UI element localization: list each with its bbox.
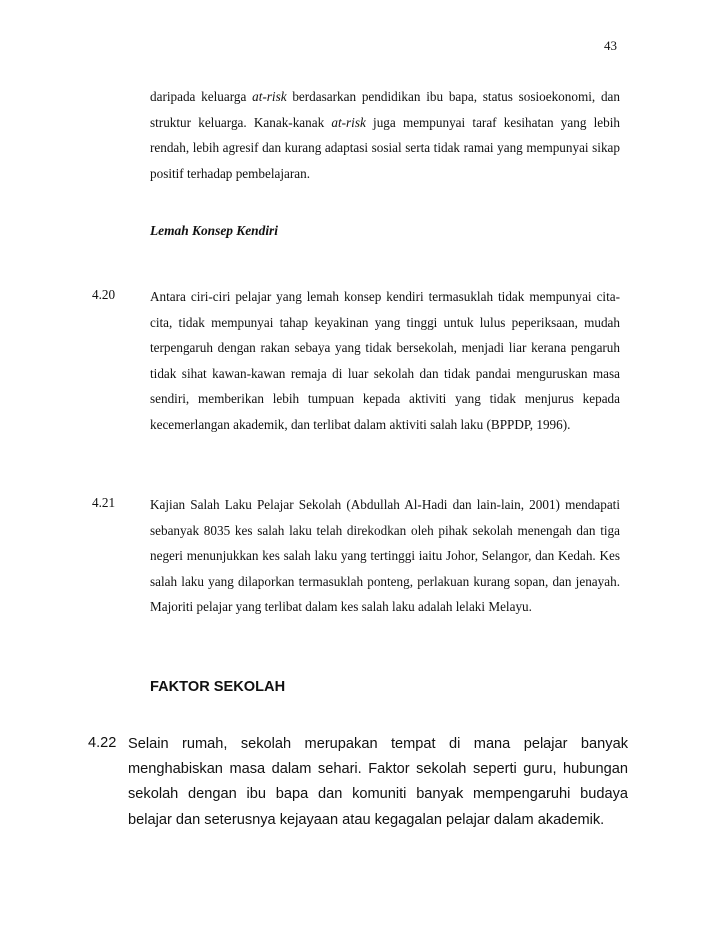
text-run: berdasarkan pendidikan ibu bapa, status sosioekonomi, dan struktur keluarga. Kanak-kanak — [150, 89, 621, 130]
section-heading-faktor-sekolah: FAKTOR SEKOLAH — [150, 679, 286, 695]
text-run: daripada keluarga — [150, 89, 253, 104]
text-run: juga mempunyai taraf kesihatan yang lebih rendah, lebih agresif dan kurang adaptasi sosial serta tidak ramai yang mempunyai sikap positif terhadap pembelajaran. — [150, 114, 620, 181]
section-heading-lemah-konsep: Lemah Konsep Kendiri — [150, 223, 278, 238]
italic-term: at-risk — [331, 114, 366, 130]
paragraph-number: 4.22 — [88, 735, 117, 751]
paragraph-continued — [150, 84, 620, 186]
paragraph-number: 4.20 — [92, 287, 116, 302]
paragraph-4-20: Antara ciri-ciri pelajar yang lemah konsep kendiri termasuklah tidak mempunyai cita-cita, tidak mempunyai tahap keyakinan yang tinggi untuk lulus peperiksaan, mudah terpengaruh dengan rakan sebaya yang tidak bersekolah, menjadi liar kerana pengaruh tidak sihat kawan-kawan remaja di luar sekolah dan tidak pandai menguruskan masa sendiri, memberikan lebih tumpuan kepada aktiviti yang tidak menjurus kepada kecemerlangan akademik, dan terlibat dalam aktiviti salah laku (BPPDP, 1996). — [150, 289, 620, 432]
page-number: 43 — [604, 38, 617, 53]
paragraph-4-22: Selain rumah, sekolah merupakan tempat di mana pelajar banyak menghabiskan masa dalam sehari. Faktor sekolah seperti guru, hubungan sekolah dengan ibu bapa dan komuniti banyak mempengaruhi budaya belajar dan seterusnya kejayaan atau kegagalan pelajar dalam akademik. — [128, 736, 628, 828]
paragraph-number: 4.21 — [92, 495, 116, 510]
italic-term: at-risk — [252, 89, 287, 104]
paragraph-4-21: Kajian Salah Laku Pelajar Sekolah (Abdullah Al-Hadi dan lain-lain, 2001) mendapati sebanyak 8035 kes salah laku telah direkodkan oleh pihak sekolah menengah dan tiga negeri menunjukkan kes salah laku yang tertinggi iaitu Johor, Selangor, dan Kedah. Kes salah laku yang dilaporkan termasuklah ponteng, perlakuan kurang sopan, dan jenayah. Majoriti pelajar yang terlibat dalam kes salah laku adalah lelaki Melayu. — [150, 497, 620, 615]
